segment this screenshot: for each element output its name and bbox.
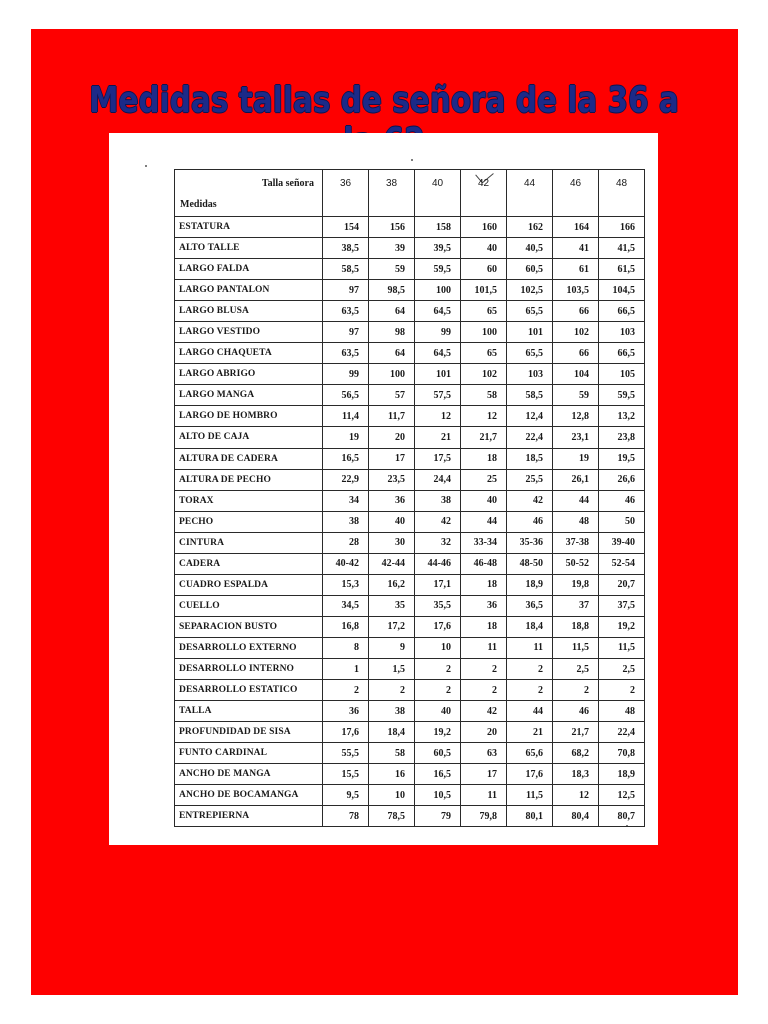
measurement-cell: 160 [461,217,507,238]
measurement-cell: 21,7 [553,722,599,743]
measurement-cell: 79,8 [461,806,507,827]
measurement-cell: 41 [553,238,599,259]
row-label: SEPARACION BUSTO [175,616,323,637]
measurement-cell: 98,5 [369,280,415,301]
table-row [175,427,645,448]
measurement-cell: 46 [599,490,645,511]
measurement-cell: 16,5 [415,764,461,785]
measurement-cell: 66 [553,301,599,322]
measurement-cell: 17,1 [415,574,461,595]
measurement-cell: 64 [369,301,415,322]
measurement-cell: 18,4 [507,616,553,637]
table-row [175,637,645,658]
size-table-header [175,170,645,217]
row-label: DESARROLLO INTERNO [175,658,323,679]
measurement-cell: 21,7 [461,427,507,448]
measurement-cell: 50 [599,511,645,532]
measurement-cell: 63,5 [323,301,369,322]
measurement-cell: 59 [553,385,599,406]
row-label: CUADRO ESPALDA [175,574,323,595]
measurement-cell: 26,1 [553,469,599,490]
measurement-cell: 100 [461,322,507,343]
measurement-cell: 59,5 [599,385,645,406]
measurement-cell: 101 [507,322,553,343]
measurement-cell: 39-40 [599,532,645,553]
table-row [175,722,645,743]
measurement-cell: 40 [461,490,507,511]
measurement-cell: 18 [461,448,507,469]
measurement-cell: 12,5 [599,785,645,806]
measurement-cell: 101,5 [461,280,507,301]
measurement-cell: 44 [461,511,507,532]
measurement-cell: 48 [553,511,599,532]
measurement-cell: 34,5 [323,595,369,616]
table-row [175,806,645,827]
row-label: LARGO CHAQUETA [175,343,323,364]
page-title: Medidas tallas de señora de la 36 a [89,80,679,121]
table-row [175,238,645,259]
size-header: 40 [415,170,461,217]
measurement-cell: 38 [323,511,369,532]
measurement-cell: 18,9 [599,764,645,785]
measurement-cell: 58 [461,385,507,406]
measurement-cell: 25,5 [507,469,553,490]
table-row [175,764,645,785]
measurement-cell: 9 [369,637,415,658]
row-label: PECHO [175,511,323,532]
row-label: ENTREPIERNA [175,806,323,827]
measurement-cell: 103 [599,322,645,343]
measurement-cell: 55,5 [323,743,369,764]
measurement-cell: 79 [415,806,461,827]
measurement-cell: 64,5 [415,301,461,322]
measurement-cell: 17,6 [323,722,369,743]
measurement-cell: 17 [369,448,415,469]
measurement-cell: 46-48 [461,553,507,574]
measurement-cell: 56,5 [323,385,369,406]
measurement-cell: 46 [553,701,599,722]
size-header: 44 [507,170,553,217]
measurement-cell: 2 [599,680,645,701]
row-label: ESTATURA [175,217,323,238]
row-label: CINTURA [175,532,323,553]
row-label: LARGO MANGA [175,385,323,406]
measurement-cell: 2 [415,680,461,701]
table-row [175,574,645,595]
measurement-cell: 23,8 [599,427,645,448]
measurement-cell: 65,6 [507,743,553,764]
table-row [175,658,645,679]
measurement-cell: 9,5 [323,785,369,806]
table-row [175,217,645,238]
table-row [175,385,645,406]
measurement-cell: 8 [323,637,369,658]
measurement-cell: 18,8 [553,616,599,637]
measurement-cell: 21 [415,427,461,448]
measurement-cell: 22,4 [507,427,553,448]
measurement-cell: 57 [369,385,415,406]
measurement-cell: 11 [507,637,553,658]
row-label: ANCHO DE BOCAMANGA [175,785,323,806]
measurement-cell: 100 [369,364,415,385]
measurement-cell: 17,2 [369,616,415,637]
measurement-cell: 21 [507,722,553,743]
measurement-cell: 19,2 [415,722,461,743]
measurement-cell: 78,5 [369,806,415,827]
row-label: LARGO DE HOMBRO [175,406,323,427]
scan-speck [411,159,413,161]
measurement-cell: 99 [323,364,369,385]
table-row [175,448,645,469]
measurement-cell: 105 [599,364,645,385]
measurement-cell: 64,5 [415,343,461,364]
measurement-cell: 18 [461,616,507,637]
size-header: 36 [323,170,369,217]
measurement-cell: 66,5 [599,301,645,322]
measurement-cell: 48-50 [507,553,553,574]
measurement-cell: 2 [369,680,415,701]
measurement-cell: 80,4 [553,806,599,827]
table-row [175,406,645,427]
measurement-cell: 20 [369,427,415,448]
measurement-cell: 99 [415,322,461,343]
size-header: 38 [369,170,415,217]
measurement-cell: 40 [461,238,507,259]
measurement-cell: 98 [369,322,415,343]
measurement-cell: 70,8 [599,743,645,764]
measurement-cell: 30 [369,532,415,553]
table-row [175,280,645,301]
measurement-cell: 80,7 [599,806,645,827]
measurement-cell: 18,9 [507,574,553,595]
measurement-cell: 36 [461,595,507,616]
measurement-cell: 15,3 [323,574,369,595]
measurement-cell: 40 [369,511,415,532]
scan-speck [145,165,147,167]
measurement-cell: 35 [369,595,415,616]
measurement-cell: 35-36 [507,532,553,553]
measurement-cell: 18,3 [553,764,599,785]
measurement-cell: 12 [553,785,599,806]
table-row [175,532,645,553]
row-label: LARGO BLUSA [175,301,323,322]
measurement-cell: 65 [461,301,507,322]
measurement-cell: 19,5 [599,448,645,469]
measurement-cell: 41,5 [599,238,645,259]
row-label: TORAX [175,490,323,511]
measurement-cell: 38 [369,701,415,722]
row-label: ALTURA DE PECHO [175,469,323,490]
measurement-cell: 60,5 [507,259,553,280]
header-medidas-label: Medidas [180,199,217,210]
measurement-cell: 22,4 [599,722,645,743]
measurement-cell: 23,5 [369,469,415,490]
measurement-cell: 38 [415,490,461,511]
measurement-cell: 63,5 [323,343,369,364]
measurement-cell: 12 [415,406,461,427]
measurement-cell: 166 [599,217,645,238]
measurement-cell: 44-46 [415,553,461,574]
measurement-cell: 11,4 [323,406,369,427]
measurement-cell: 11,5 [599,637,645,658]
measurement-cell: 10 [415,637,461,658]
row-label: LARGO VESTIDO [175,322,323,343]
measurement-cell: 2 [323,680,369,701]
measurement-cell: 2 [461,658,507,679]
measurement-cell: 2 [415,658,461,679]
measurement-cell: 11,5 [507,785,553,806]
measurement-cell: 15,5 [323,764,369,785]
measurement-cell: 2 [507,658,553,679]
measurement-cell: 35,5 [415,595,461,616]
row-label: DESARROLLO EXTERNO [175,637,323,658]
measurement-cell: 42 [507,490,553,511]
table-row [175,785,645,806]
row-label: ALTURA DE CADERA [175,448,323,469]
measurement-cell: 46 [507,511,553,532]
measurement-cell: 19,2 [599,616,645,637]
measurement-cell: 102 [553,322,599,343]
row-label: TALLA [175,701,323,722]
measurement-cell: 38,5 [323,238,369,259]
measurement-cell: 2 [507,680,553,701]
measurement-cell: 65 [461,343,507,364]
measurement-cell: 97 [323,322,369,343]
measurement-cell: 16 [369,764,415,785]
measurement-cell: 18,4 [369,722,415,743]
measurement-cell: 20,7 [599,574,645,595]
table-row [175,553,645,574]
scanned-sheet [109,133,658,845]
measurement-cell: 64 [369,343,415,364]
measurement-cell: 16,5 [323,448,369,469]
measurement-cell: 154 [323,217,369,238]
measurement-cell: 66,5 [599,343,645,364]
measurement-cell: 50-52 [553,553,599,574]
measurement-cell: 17,6 [415,616,461,637]
measurement-cell: 102,5 [507,280,553,301]
measurement-cell: 2,5 [553,658,599,679]
table-row [175,322,645,343]
measurement-cell: 28 [323,532,369,553]
measurement-cell: 80,1 [507,806,553,827]
row-label: LARGO FALDA [175,259,323,280]
measurement-cell: 10 [369,785,415,806]
measurement-cell: 18,5 [507,448,553,469]
measurement-cell: 42-44 [369,553,415,574]
size-table [174,169,645,827]
measurement-cell: 42 [461,701,507,722]
measurement-cell: 2 [553,680,599,701]
measurement-cell: 61 [553,259,599,280]
measurement-cell: 22,9 [323,469,369,490]
measurement-cell: 59 [369,259,415,280]
measurement-cell: 37,5 [599,595,645,616]
measurement-cell: 102 [461,364,507,385]
size-table-body [175,217,645,827]
row-label: CADERA [175,553,323,574]
measurement-cell: 1,5 [369,658,415,679]
measurement-cell: 97 [323,280,369,301]
measurement-cell: 39 [369,238,415,259]
measurement-cell: 2,5 [599,658,645,679]
measurement-cell: 100 [415,280,461,301]
row-label: CUELLO [175,595,323,616]
header-corner-cell [175,170,323,217]
measurement-cell: 58,5 [507,385,553,406]
measurement-cell: 11,7 [369,406,415,427]
table-row [175,595,645,616]
measurement-cell: 16,2 [369,574,415,595]
table-row [175,680,645,701]
measurement-cell: 36 [323,701,369,722]
measurement-cell: 40 [415,701,461,722]
measurement-cell: 65,5 [507,343,553,364]
measurement-cell: 65,5 [507,301,553,322]
measurement-cell: 158 [415,217,461,238]
measurement-cell: 52-54 [599,553,645,574]
row-label: LARGO PANTALON [175,280,323,301]
row-label: ANCHO DE MANGA [175,764,323,785]
measurement-cell: 18 [461,574,507,595]
row-label: PROFUNDIDAD DE SISA [175,722,323,743]
measurement-cell: 63 [461,743,507,764]
measurement-cell: 78 [323,806,369,827]
measurement-cell: 34 [323,490,369,511]
measurement-cell: 24,4 [415,469,461,490]
measurement-cell: 164 [553,217,599,238]
row-label: FUNTO CARDINAL [175,743,323,764]
measurement-cell: 17 [461,764,507,785]
table-row [175,301,645,322]
measurement-cell: 39,5 [415,238,461,259]
measurement-cell: 10,5 [415,785,461,806]
measurement-cell: 11 [461,785,507,806]
table-row [175,364,645,385]
table-row [175,743,645,764]
measurement-cell: 42 [415,511,461,532]
table-row [175,469,645,490]
size-header: 42 [461,170,507,217]
measurement-cell: 103,5 [553,280,599,301]
measurement-cell: 11,5 [553,637,599,658]
size-header: 48 [599,170,645,217]
measurement-cell: 36 [369,490,415,511]
measurement-cell: 11 [461,637,507,658]
measurement-cell: 37-38 [553,532,599,553]
measurement-cell: 44 [507,701,553,722]
table-row [175,511,645,532]
header-talla-label: Talla señora [261,178,314,189]
measurement-cell: 19 [323,427,369,448]
measurement-cell: 66 [553,343,599,364]
measurement-cell: 23,1 [553,427,599,448]
measurement-cell: 40-42 [323,553,369,574]
row-label: LARGO ABRIGO [175,364,323,385]
table-row [175,490,645,511]
measurement-cell: 101 [415,364,461,385]
measurement-cell: 32 [415,532,461,553]
measurement-cell: 48 [599,701,645,722]
measurement-cell: 19,8 [553,574,599,595]
measurement-cell: 58 [369,743,415,764]
measurement-cell: 17,5 [415,448,461,469]
measurement-cell: 1 [323,658,369,679]
measurement-cell: 61,5 [599,259,645,280]
measurement-cell: 25 [461,469,507,490]
measurement-cell: 57,5 [415,385,461,406]
measurement-cell: 104,5 [599,280,645,301]
measurement-cell: 162 [507,217,553,238]
table-row [175,343,645,364]
measurement-cell: 58,5 [323,259,369,280]
measurement-cell: 104 [553,364,599,385]
measurement-cell: 44 [553,490,599,511]
table-row [175,701,645,722]
measurement-cell: 12,4 [507,406,553,427]
row-label: ALTO DE CAJA [175,427,323,448]
measurement-cell: 17,6 [507,764,553,785]
row-label: ALTO TALLE [175,238,323,259]
measurement-cell: 37 [553,595,599,616]
row-label: DESARROLLO ESTATICO [175,680,323,701]
measurement-cell: 103 [507,364,553,385]
measurement-cell: 26,6 [599,469,645,490]
table-row [175,259,645,280]
measurement-cell: 20 [461,722,507,743]
measurement-cell: 60,5 [415,743,461,764]
measurement-cell: 59,5 [415,259,461,280]
table-row [175,616,645,637]
measurement-cell: 19 [553,448,599,469]
measurement-cell: 60 [461,259,507,280]
measurement-cell: 16,8 [323,616,369,637]
measurement-cell: 156 [369,217,415,238]
measurement-cell: 40,5 [507,238,553,259]
measurement-cell: 68,2 [553,743,599,764]
size-header: 46 [553,170,599,217]
measurement-cell: 36,5 [507,595,553,616]
measurement-cell: 33-34 [461,532,507,553]
measurement-cell: 12 [461,406,507,427]
measurement-cell: 13,2 [599,406,645,427]
measurement-cell: 2 [461,680,507,701]
measurement-cell: 12,8 [553,406,599,427]
